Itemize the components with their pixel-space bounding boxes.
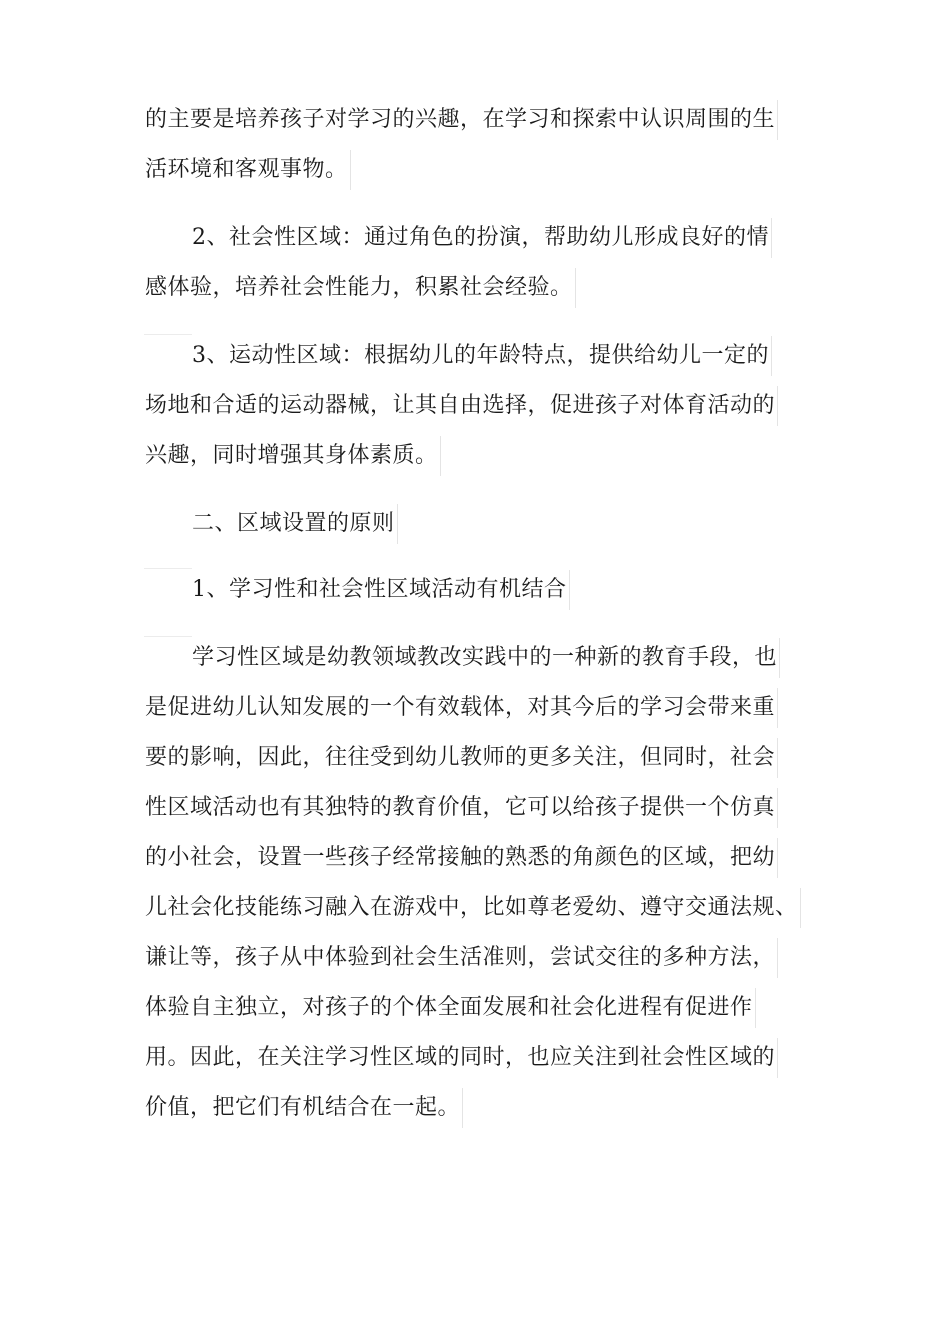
body-paragraph-line: 学习性区域是幼教领域教改实践中的一种新的教育手段，也 [192, 638, 780, 678]
body-paragraph-line: 价值，把它们有机结合在一起。 [145, 1088, 463, 1128]
body-paragraph-line: 是促进幼儿认知发展的一个有效载体，对其今后的学习会带来重 [145, 688, 778, 728]
text-line: 活环境和客观事物。 [145, 150, 351, 190]
list-item-3-line: 3、运动性区域：根据幼儿的年龄特点，提供给幼儿一定的 [192, 336, 772, 376]
list-item-2-line: 2、社会性区域：通过角色的扮演，帮助幼儿形成良好的情 [192, 218, 772, 258]
list-item-3-line: 场地和合适的运动器械，让其自由选择，促进孩子对体育活动的 [145, 386, 778, 426]
list-item-3-line: 兴趣，同时增强其身体素质。 [145, 436, 441, 476]
body-paragraph-line: 用。因此，在关注学习性区域的同时，也应关注到社会性区域的 [145, 1038, 778, 1078]
body-paragraph-line: 儿社会化技能练习融入在游戏中，比如尊老爱幼、遵守交通法规、 [145, 888, 801, 928]
body-paragraph-line: 谦让等，孩子从中体验到社会生活准则，尝试交往的多种方法， [145, 938, 778, 978]
body-paragraph-line: 体验自主独立，对孩子的个体全面发展和社会化进程有促进作 [145, 988, 756, 1028]
list-item-2-line: 感体验，培养社会性能力，积累社会经验。 [145, 268, 576, 308]
text-line: 的主要是培养孩子对学习的兴趣，在学习和探索中认识周围的生 [145, 100, 778, 140]
section-heading: 二、区域设置的原则 [192, 504, 398, 544]
body-paragraph-line: 的小社会，设置一些孩子经常接触的熟悉的角颜色的区域，把幼 [145, 838, 778, 878]
subheading: 1、学习性和社会性区域活动有机结合 [192, 570, 570, 610]
body-paragraph-line: 要的影响，因此，往往受到幼儿教师的更多关注，但同时，社会 [145, 738, 778, 778]
body-paragraph-line: 性区域活动也有其独特的教育价值，它可以给孩子提供一个仿真 [145, 788, 778, 828]
